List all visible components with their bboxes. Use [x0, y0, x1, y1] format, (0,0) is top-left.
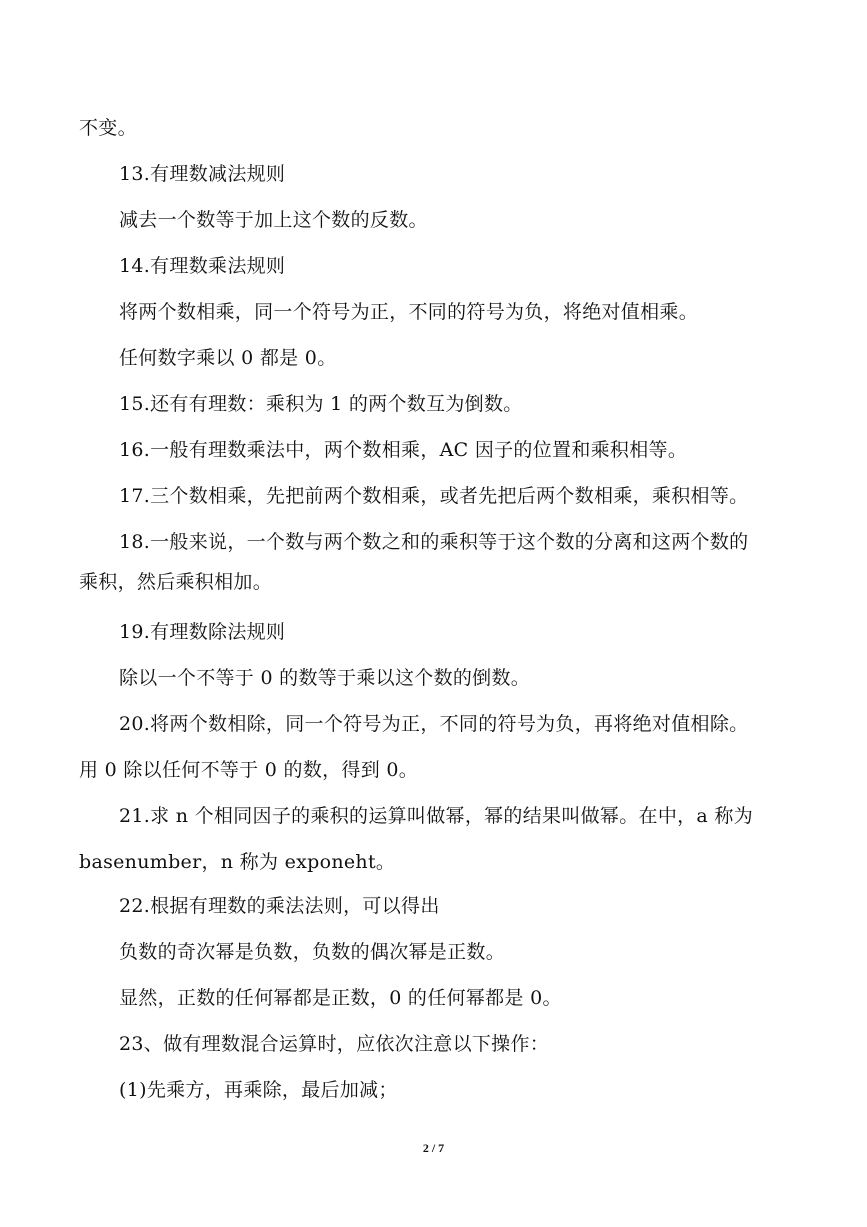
- text-line: 将两个数相乘，同一个符号为正，不同的符号为负，将绝对值相乘。: [119, 301, 699, 323]
- text-line: 18.一般来说，一个数与两个数之和的乘积等于这个数的分离和这两个数的: [119, 531, 749, 553]
- text-line: 负数的奇次幂是负数，负数的偶次幂是正数。: [119, 941, 506, 963]
- section-heading: 19.有理数除法规则: [119, 621, 286, 643]
- text-line: 乘积，然后乘积相加。: [79, 571, 273, 593]
- text-line: 17.三个数相乘，先把前两个数相乘，或者先把后两个数相乘，乘积相等。: [119, 485, 749, 507]
- text-line: 21.求 n 个相同因子的乘积的运算叫做幂，幂的结果叫做幂。在中，a 称为: [119, 805, 754, 827]
- text-line: 22.根据有理数的乘法法则，可以得出: [119, 895, 440, 917]
- text-line: 不变。: [79, 117, 137, 139]
- text-line: 除以一个不等于 0 的数等于乘以这个数的倒数。: [119, 667, 531, 689]
- text-line: 任何数字乘以 0 都是 0。: [119, 347, 337, 369]
- text-line: basenumber，n 称为 exponeht。: [79, 851, 396, 873]
- page-number: 2 / 7: [422, 1141, 445, 1155]
- text-line: (1)先乘方，再乘除，最后加减；: [119, 1079, 398, 1101]
- text-line: 15.还有有理数：乘积为 1 的两个数互为倒数。: [119, 393, 523, 415]
- section-heading: 14.有理数乘法规则: [119, 255, 286, 277]
- section-heading: 13.有理数减法规则: [119, 163, 286, 185]
- text-line: 用 0 除以任何不等于 0 的数，得到 0。: [79, 759, 419, 781]
- text-line: 23、做有理数混合运算时，应依次注意以下操作：: [119, 1033, 550, 1055]
- text-line: 16.一般有理数乘法中，两个数相乘，AC 因子的位置和乘积相等。: [119, 439, 688, 461]
- text-line: 减去一个数等于加上这个数的反数。: [119, 209, 428, 231]
- text-line: 显然，正数的任何幂都是正数，0 的任何幂都是 0。: [119, 987, 562, 1009]
- text-line: 20.将两个数相除，同一个符号为正，不同的符号为负，再将绝对值相除。: [119, 713, 749, 735]
